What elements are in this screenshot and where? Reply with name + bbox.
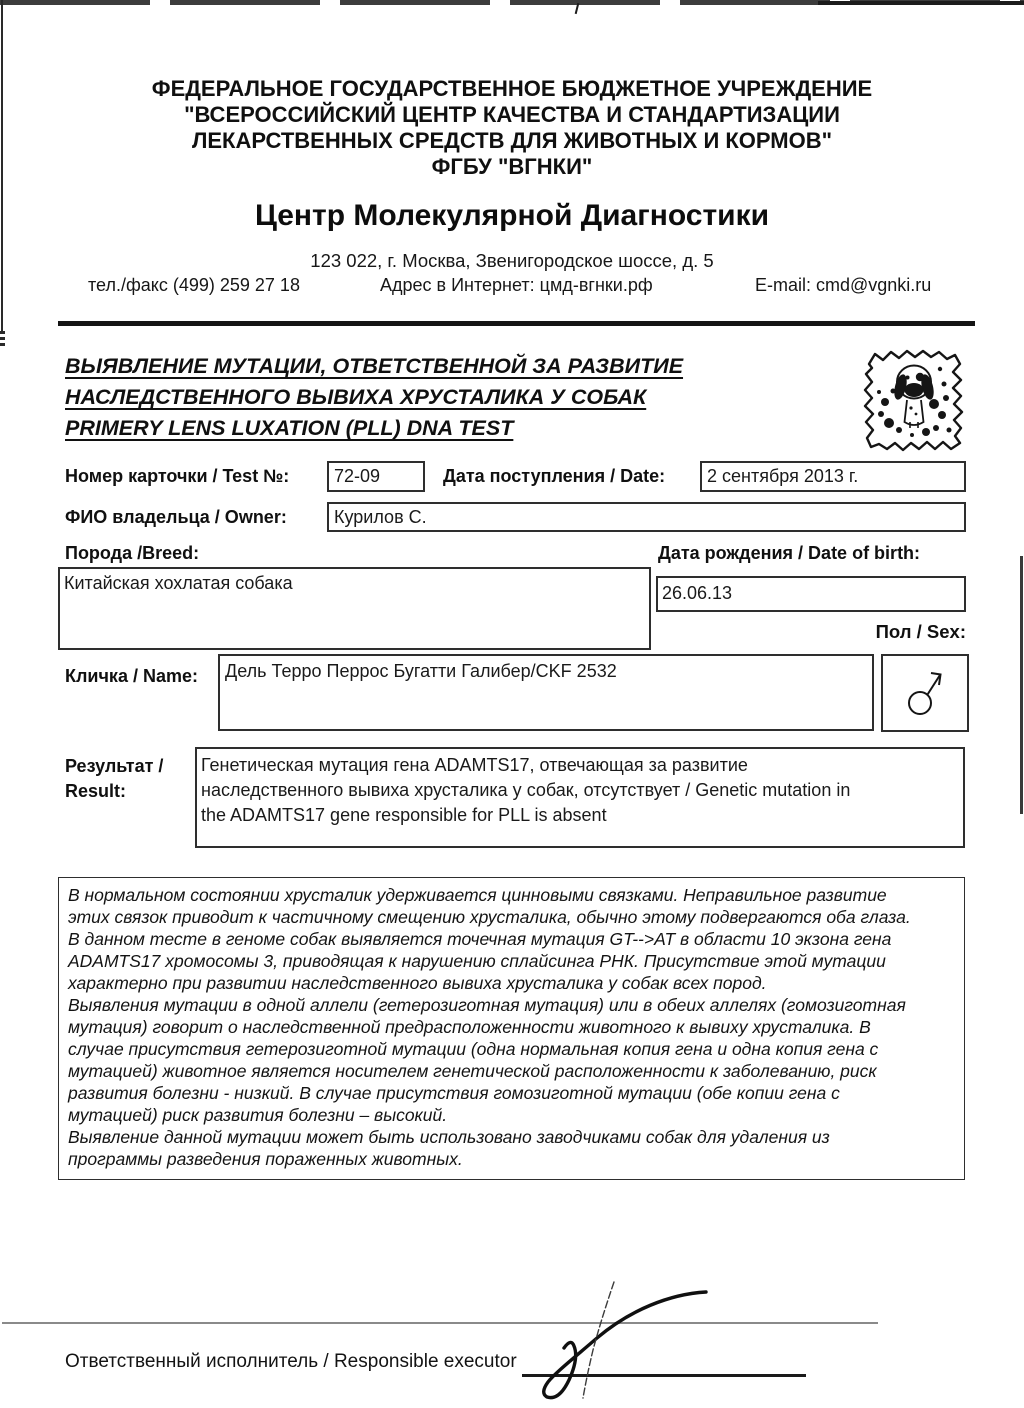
dog-right-eye-patch bbox=[916, 373, 924, 381]
male-sex-icon bbox=[883, 656, 967, 730]
dog-name-value: Дель Терро Перрос Бугатти Галибер/CKF 2532 bbox=[225, 661, 617, 681]
center-name: Центр Молекулярной Диагностики bbox=[254, 199, 770, 232]
result-line-1: Генетическая мутация гена ADAMTS17, отвечающая за развитие bbox=[201, 755, 748, 775]
info-line-3: В данном тесте в геноме собак выявляется точечная мутация GT-->AT в области 10 экзона гена bbox=[68, 929, 892, 949]
date-received-label: Дата поступления / Date: bbox=[443, 466, 666, 486]
sex-label: Пол / Sex: bbox=[875, 621, 966, 642]
dog-left-eye bbox=[906, 376, 910, 380]
left-edge-ticks-artifact bbox=[0, 331, 5, 348]
email: E-mail: cmd@vgnki.ru bbox=[755, 275, 932, 295]
card-number-value: 72-09 bbox=[334, 466, 381, 486]
info-line-8: случае присутствия гетерозиготной мутации (одна нормальная копия гена и одна копия гена с bbox=[68, 1039, 879, 1059]
handwritten-signature bbox=[500, 1258, 830, 1408]
org-header-line-3: ЛЕКАРСТВЕННЫХ СРЕДСТВ ДЛЯ ЖИВОТНЫХ И КОРМОВ" bbox=[191, 128, 833, 153]
info-line-1: В нормальном состоянии хрусталик удерживается цинновыми связками. Неправильное развитие bbox=[68, 885, 887, 905]
result-line-2: наследственного вывиха хрусталика у собак, отсутствует / Genetic mutation in bbox=[201, 780, 851, 800]
executor-label: Ответственный исполнитель / Responsible executor bbox=[65, 1351, 517, 1372]
result-label-line-1: Результат / bbox=[65, 756, 164, 776]
test-title-line-2: НАСЛЕДСТВЕННОГО ВЫВИХА ХРУСТАЛИКА У СОБАК bbox=[65, 385, 647, 409]
sex-box bbox=[881, 654, 969, 732]
birth-date-label: Дата рождения / Date of birth: bbox=[658, 543, 921, 563]
date-received-value: 2 сентября 2013 г. bbox=[707, 466, 859, 486]
result-label-line-2: Result: bbox=[65, 781, 127, 801]
dog-stamp-logo bbox=[855, 342, 976, 461]
info-line-2: этих связок приводит к частичному смещению хрусталика, обычно этому подвергаются оба глаза. bbox=[68, 907, 911, 927]
test-title-line-1: ВЫЯВЛЕНИЕ МУТАЦИИ, ОТВЕТСТВЕННОЙ ЗА РАЗВИТИЕ bbox=[65, 354, 684, 378]
owner-label: ФИО владельца / Owner: bbox=[65, 507, 287, 527]
breed-value: Китайская хохлатая собака bbox=[64, 573, 293, 593]
phone-fax: тел./факс (499) 259 27 18 bbox=[88, 275, 300, 295]
birth-date-value: 26.06.13 bbox=[662, 583, 733, 603]
org-header-line-2: "ВСЕРОССИЙСКИЙ ЦЕНТР КАЧЕСТВА И СТАНДАРТИЗАЦИИ bbox=[184, 102, 840, 127]
result-line-3: the ADAMTS17 gene responsible for PLL is absent bbox=[201, 805, 607, 825]
info-line-6: Выявления мутации в одной аллели (гетерозиготная мутация) или в обеих аллелях (гомозиготная bbox=[68, 995, 906, 1015]
dog-open-mouth bbox=[905, 383, 924, 397]
info-line-13: программы разведения пораженных животных. bbox=[68, 1149, 463, 1169]
info-line-5: характерно при развитии наследственного вывиха хрусталика у собак всех пород. bbox=[68, 973, 767, 993]
info-line-12: Выявление данной мутации может быть использовано заводчиками собак для удаления из bbox=[68, 1127, 830, 1147]
info-line-7: мутация) говорит о наследственной предрасположенности животного к вывиху хрусталика. В bbox=[68, 1017, 871, 1037]
org-header-line-4: ФГБУ "ВГНКИ" bbox=[431, 154, 593, 179]
org-header-line-1: ФЕДЕРАЛЬНОЕ ГОСУДАРСТВЕННОЕ БЮДЖЕТНОЕ УЧРЕЖДЕНИЕ bbox=[151, 76, 873, 101]
info-line-4: ADAMTS17 хромосомы 3, приводящая к нарушению сплайсинга РНК. Присутствие этой мутации bbox=[68, 951, 886, 971]
dog-body bbox=[905, 400, 924, 425]
top-right-edge-scan-artifact bbox=[818, 1, 1024, 5]
info-line-10: развития болезни - низкий. В случае присутствия гомозиготной мутации (обе копии гена с bbox=[68, 1083, 840, 1103]
signature-thin-stroke bbox=[583, 1282, 614, 1398]
card-number-label: Номер карточки / Test №: bbox=[65, 466, 290, 486]
info-line-11: мутацией) риск развития болезни – высокий. bbox=[68, 1105, 448, 1125]
signature-main-stroke bbox=[544, 1292, 706, 1398]
right-edge-scan-artifact bbox=[1020, 556, 1023, 814]
info-line-9: мутацией) животное является носителем генетической расположенности к заболеванию, риск bbox=[68, 1061, 877, 1081]
breed-label: Порода /Breed: bbox=[65, 543, 200, 563]
website: Адрес в Интернет: цмд-вгнки.рф bbox=[380, 275, 653, 295]
test-title-line-3: PRIMERY LENS LUXATION (PLL) DNA TEST bbox=[65, 416, 514, 440]
owner-value: Курилов С. bbox=[334, 507, 427, 527]
dog-name-label: Кличка / Name: bbox=[65, 666, 198, 686]
header-divider-rule bbox=[58, 321, 975, 326]
address-line: 123 022, г. Москва, Звенигородское шоссе, д. 5 bbox=[310, 250, 714, 271]
